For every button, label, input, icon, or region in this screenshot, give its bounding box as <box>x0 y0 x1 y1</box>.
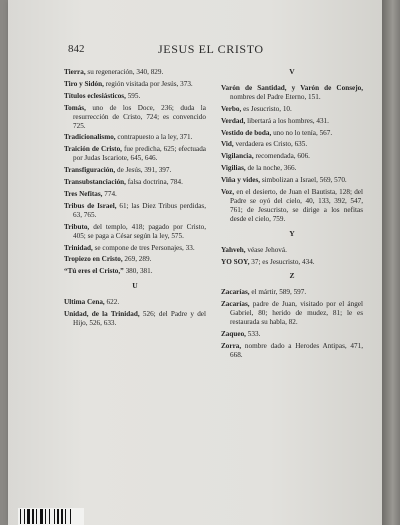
index-column-left <box>64 68 206 331</box>
index-term: Trinidad, <box>64 243 93 252</box>
index-references: el mártir, 589, 597. <box>249 288 307 297</box>
barcode-bar <box>65 509 66 524</box>
index-entry <box>221 117 363 126</box>
barcode-bar <box>40 509 43 524</box>
index-entry <box>64 92 206 101</box>
index-references: recomendada, 606. <box>253 152 310 161</box>
index-entry <box>221 300 363 327</box>
barcode-bar <box>32 509 34 524</box>
barcode-bar <box>45 509 46 524</box>
index-entry <box>221 258 363 267</box>
index-term: Tomás, <box>64 103 86 112</box>
index-term: Tres Nefitas, <box>64 189 103 198</box>
barcode-bar <box>36 509 37 524</box>
index-entry <box>221 84 363 102</box>
running-title: JESUS EL CRISTO <box>158 42 264 56</box>
index-entry <box>64 166 206 175</box>
index-entry <box>221 105 363 114</box>
index-term: Vigilancia, <box>221 152 254 161</box>
index-entry <box>221 164 363 173</box>
index-entry <box>64 104 206 131</box>
index-references: falsa doctrina, 784. <box>125 178 183 187</box>
index-entry <box>64 68 206 77</box>
index-term: Voz, <box>221 188 235 197</box>
index-entry <box>64 190 206 199</box>
index-references: es Jesucristo, 10. <box>241 104 292 113</box>
index-references: en el desierto, de Juan el Bautista, 128; del Padre se oyó del cielo, 40, 133, 392, 547, 761; de Jesucristo, se dirige a los nefitas desde el cielo, 759. <box>230 188 363 223</box>
section-letter: U <box>132 281 138 291</box>
index-references: 37; es Jesucristo, 434. <box>249 257 315 266</box>
index-entry <box>221 140 363 149</box>
index-term: Zaqueo, <box>221 329 246 338</box>
index-term: Viña y vides, <box>221 176 261 185</box>
index-entry <box>221 152 363 161</box>
index-term: Tierra, <box>64 68 86 76</box>
index-references: uno de los Doce, 236; duda la resurrección de Cristo, 724; es convencido 725. <box>73 103 206 130</box>
index-term: Yahveh, <box>221 245 246 254</box>
index-term: Vigilias, <box>221 164 246 173</box>
index-references: de la noche, 366. <box>245 164 297 173</box>
index-entry <box>221 176 363 185</box>
index-entry <box>64 298 206 307</box>
index-references: véase Jehová. <box>245 245 287 254</box>
index-term: Traición de Cristo, <box>64 145 122 154</box>
index-column-right <box>221 68 363 363</box>
index-term: Transubstanciación, <box>64 178 126 187</box>
index-term: Ultima Cena, <box>64 298 105 307</box>
index-references: libertará a los hombres, 431. <box>245 116 329 125</box>
index-references: uno no lo tenía, 567. <box>271 128 333 137</box>
barcode-icon <box>18 508 84 525</box>
index-term: YO SOY, <box>221 257 250 266</box>
index-references: 269, 289. <box>122 255 152 264</box>
index-entry <box>221 129 363 138</box>
barcode-bar <box>61 509 63 524</box>
index-entry <box>221 246 363 255</box>
index-entry <box>221 342 363 360</box>
index-term: Tribus de Israel, <box>64 201 117 210</box>
index-entry <box>64 202 206 220</box>
index-term: Tropiezo en Cristo, <box>64 255 123 264</box>
index-references: fue predicha, 625; efectuada por Judas Iscariote, 645, 646. <box>73 145 206 163</box>
index-term: Zacarías, <box>221 288 250 297</box>
index-term: Vid, <box>221 140 234 149</box>
index-term: Zorra, <box>221 341 242 350</box>
barcode-bar <box>54 509 55 524</box>
index-term: Tradicionalismo, <box>64 133 116 142</box>
section-letter: Y <box>289 228 295 238</box>
barcode-bar <box>24 509 25 524</box>
index-term: Varón de Santidad, y Varón de Consejo, <box>221 83 363 92</box>
page-number: 842 <box>68 43 85 55</box>
index-entry <box>221 330 363 339</box>
index-references: padre de Juan, visitado por el ángel Gabriel, 80; herido de mudez, 81; le es restaurada su habla, 82. <box>230 300 363 327</box>
index-term: Zacarías, <box>221 300 250 309</box>
book-page <box>8 0 382 525</box>
index-entry <box>64 223 206 241</box>
index-entry <box>64 145 206 163</box>
barcode-bar <box>20 509 21 524</box>
barcode-bar <box>70 509 71 524</box>
index-term: Unidad, de la Trinidad, <box>64 310 140 319</box>
index-references: 774. <box>102 189 117 198</box>
index-references: 595. <box>125 91 141 100</box>
index-term: Títulos eclesiásticos, <box>64 91 126 100</box>
index-term: Tiro y Sidón, <box>64 79 104 88</box>
index-entry <box>64 267 206 276</box>
index-references: de Jesús, 391, 397. <box>115 166 172 175</box>
index-term: Verbo, <box>221 104 242 113</box>
index-entry <box>64 244 206 253</box>
index-references: verdadera es Cristo, 635. <box>233 140 308 149</box>
index-entry <box>64 133 206 142</box>
index-term: “Tú eres el Cristo,” <box>64 267 124 276</box>
index-references: del templo, 418; pagado por Cristo, 405; se paga a César según la ley, 575. <box>73 222 206 240</box>
index-references: 380, 381. <box>123 267 153 276</box>
index-entry <box>221 288 363 297</box>
index-references: 533. <box>245 329 261 338</box>
barcode-bar <box>49 509 50 524</box>
index-references: simbolizan a Israel, 569, 570. <box>260 176 347 185</box>
index-term: Vestido de boda, <box>221 128 272 137</box>
barcode-bar <box>57 509 59 524</box>
index-entry <box>64 80 206 89</box>
index-term: Tributo, <box>64 222 90 231</box>
index-references: contrapuesto a la ley, 371. <box>115 133 193 142</box>
index-references: nombres del Padre Eterno, 151. <box>230 92 321 101</box>
index-entry <box>221 188 363 224</box>
index-references: se compone de tres Personajes, 33. <box>92 243 195 252</box>
index-references: región visitada por Jesús, 373. <box>103 79 193 88</box>
section-letter: Z <box>289 271 295 281</box>
index-references: 526; del Padre y del Hijo, 526, 633. <box>73 310 206 327</box>
index-term: Verdad, <box>221 116 246 125</box>
index-references: 61; las Diez Tribus perdidas, 63, 765. <box>73 201 207 219</box>
page-edge <box>382 0 400 525</box>
index-term: Transfiguración, <box>64 166 116 175</box>
barcode-bar <box>27 509 30 524</box>
section-letter: V <box>289 67 295 76</box>
index-references: 622. <box>104 298 120 307</box>
index-entry <box>64 310 206 328</box>
index-entry <box>64 255 206 264</box>
index-entry <box>64 178 206 187</box>
index-references: nombre dado a Herodes Antipas, 471, 668. <box>230 341 363 359</box>
index-references: su regeneración, 340, 829. <box>85 68 164 76</box>
